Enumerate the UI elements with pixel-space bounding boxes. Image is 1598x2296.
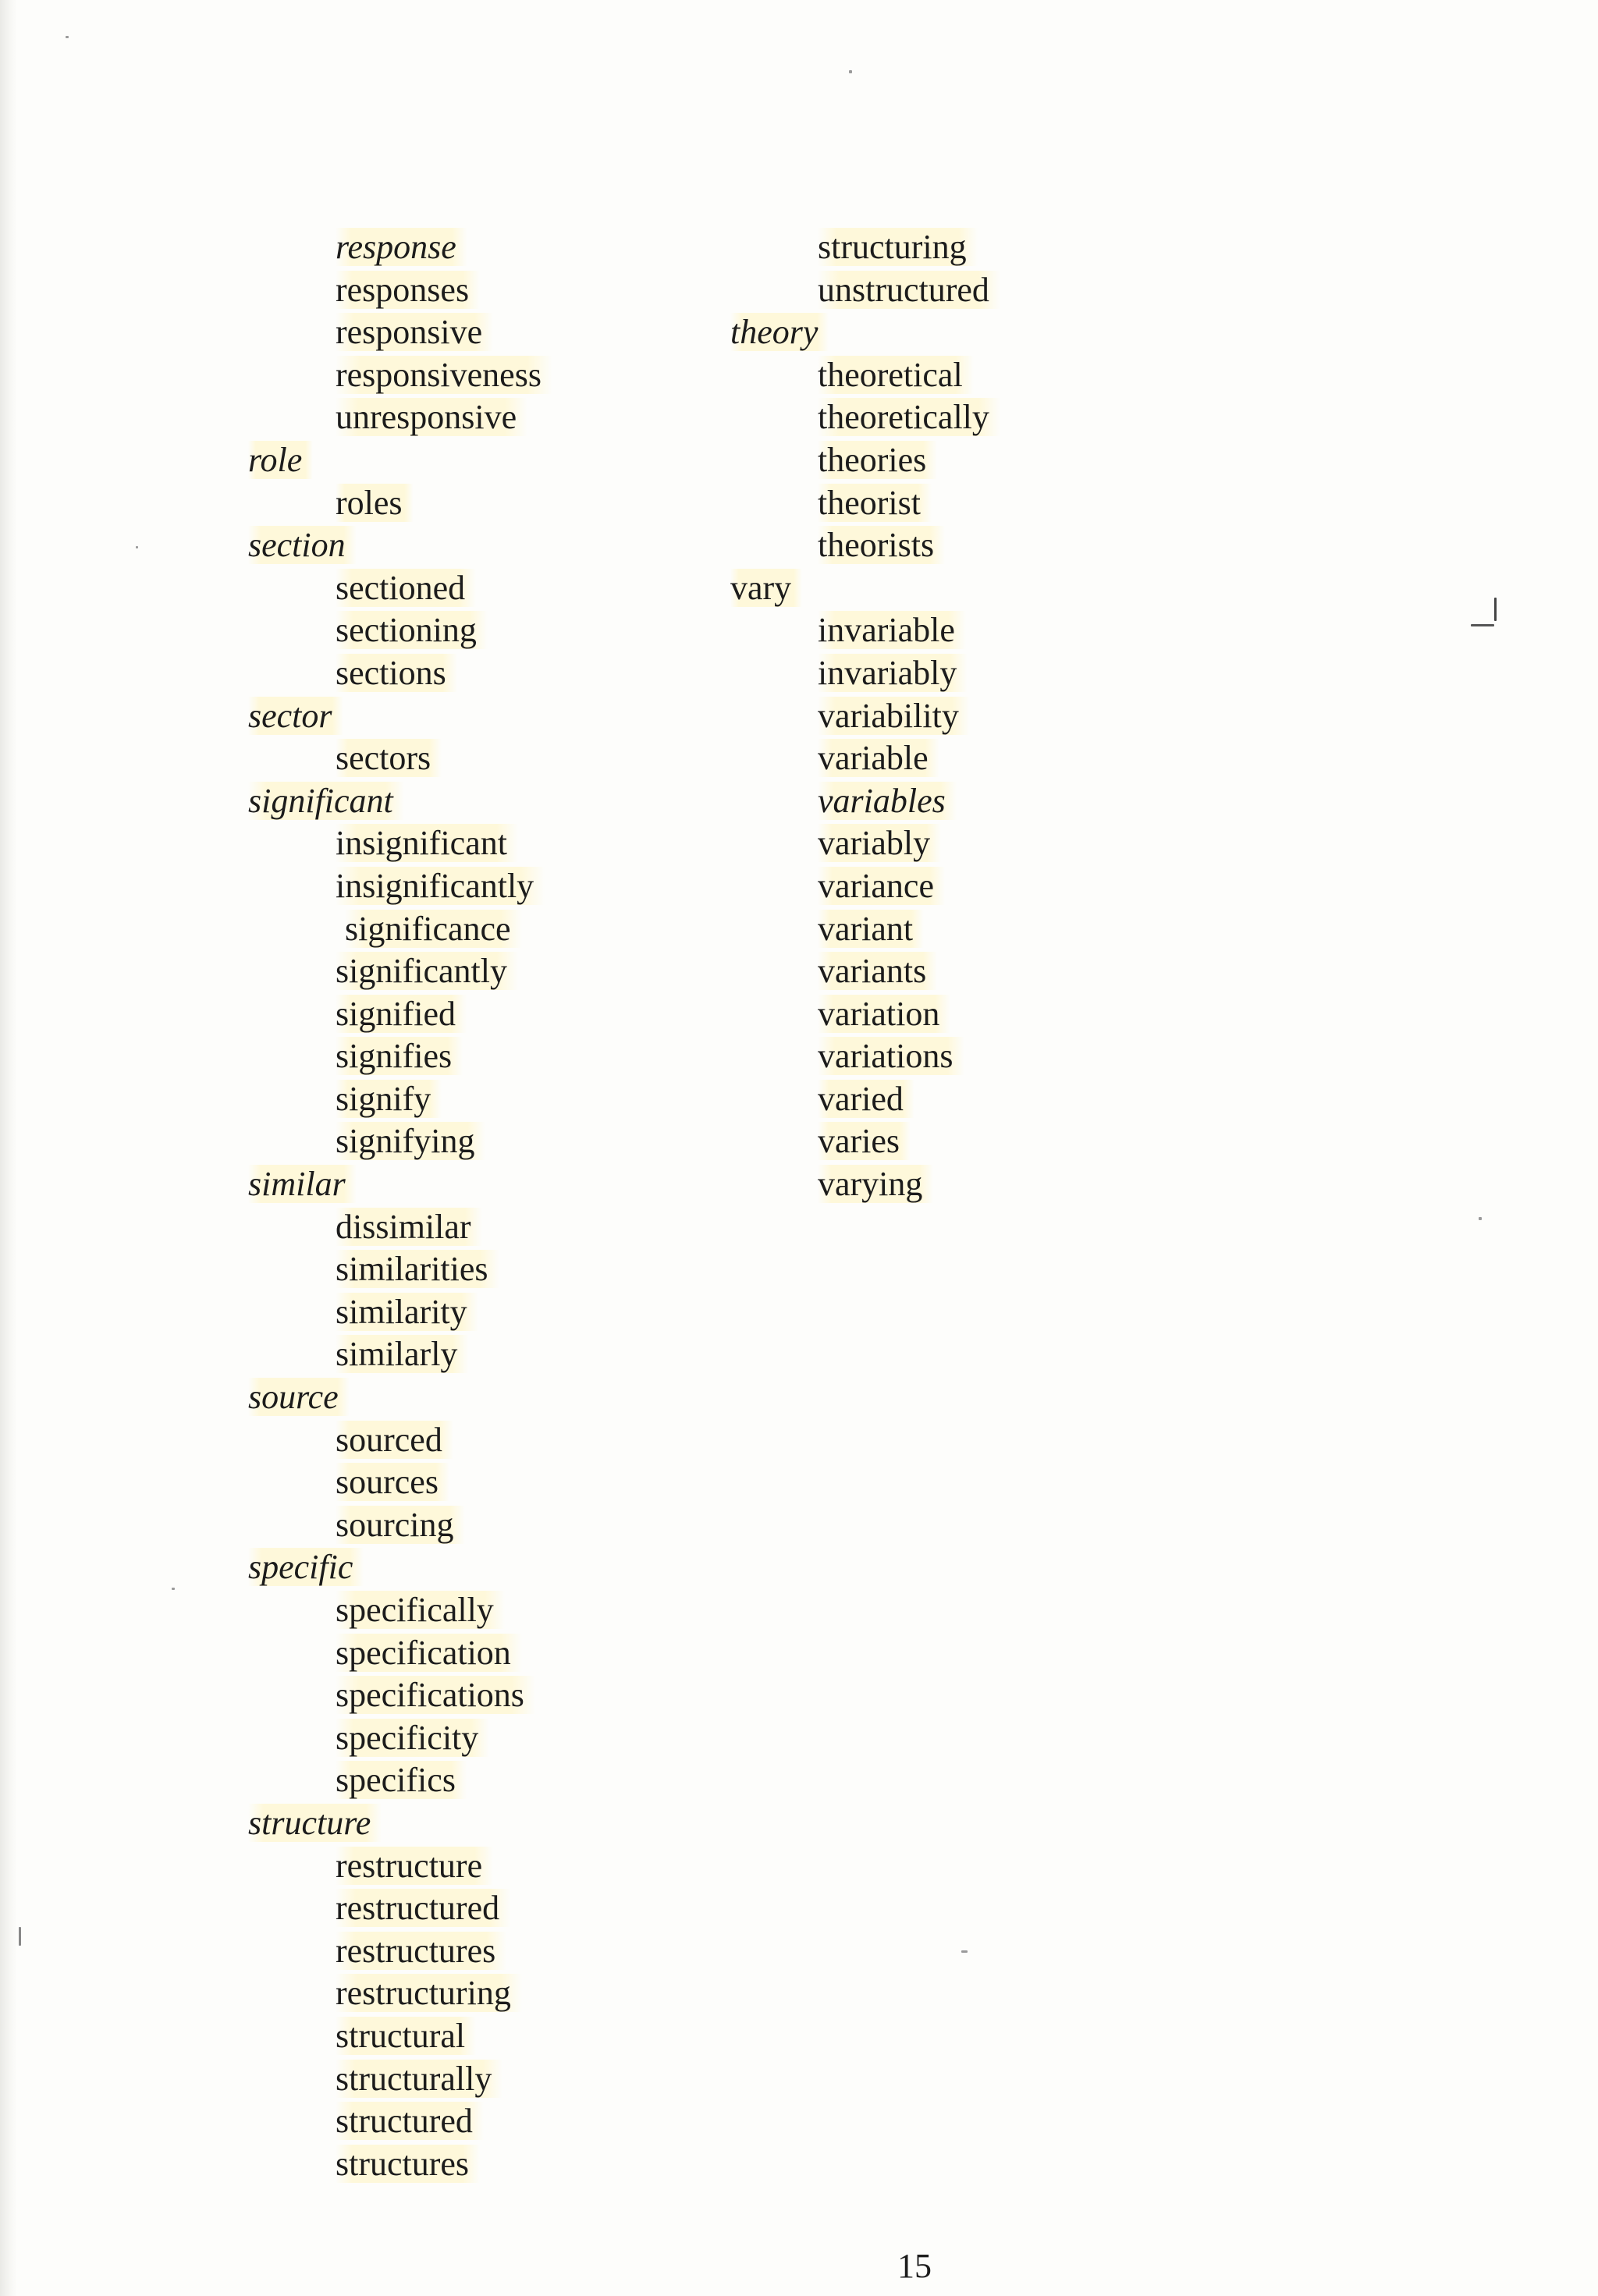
word-text: variations [818,1037,964,1075]
word-text: dissimilar [336,1208,482,1246]
word-text: variant [818,910,924,948]
word-form-item [248,652,552,695]
word-form-item [730,908,1000,951]
word-text: specifically [336,1591,505,1629]
word-text: structuring [818,228,978,266]
scan-speck [961,1950,968,1953]
word-form-item [730,226,1000,269]
word-text: responses [336,271,480,309]
word-form-item [248,1206,552,1249]
scan-speck [849,70,852,73]
word-text: specific [248,1548,364,1586]
word-text: specifications [336,1676,535,1714]
word-text: sectioning [336,611,488,649]
headword-item [248,524,552,567]
word-form-item [248,1419,552,1462]
word-form-item [730,439,1000,482]
word-text: similar [248,1165,357,1203]
word-form-item [730,822,1000,865]
headword-item [248,1163,552,1206]
word-text: structures [336,2145,480,2183]
word-text: responsive [336,313,493,351]
word-form-item [248,822,552,865]
word-text: structurally [336,2060,502,2098]
word-text: structure [248,1804,382,1842]
word-text: theorists [818,526,945,564]
word-form-item [248,1461,552,1504]
word-text: unresponsive [336,398,527,436]
word-text: variably [818,824,941,862]
word-text: similarly [336,1335,468,1373]
word-text: theoretical [818,356,974,394]
word-text: significantly [336,952,518,990]
word-form-item [248,609,552,652]
word-text: sectors [336,739,442,777]
word-form-item [248,1887,552,1930]
word-form-item [248,1759,552,1802]
word-form-item [248,2058,552,2101]
word-text: theoretically [818,398,1000,436]
word-text: restructures [336,1932,506,1970]
word-text: sourcing [336,1506,465,1544]
word-form-item [248,950,552,993]
word-text: sections [336,654,457,692]
word-text: varies [818,1122,911,1160]
word-form-item [248,1930,552,1973]
left-word-column [248,226,552,2185]
headword-item [248,695,552,738]
word-form-item [248,1120,552,1163]
word-text: insignificant [336,824,518,862]
word-text: variance [818,867,945,905]
word-text: invariably [818,654,968,692]
word-form-item [730,695,1000,738]
word-form-item [730,609,1000,652]
word-form-item [248,2015,552,2058]
word-text: specifics [336,1761,467,1799]
word-form-item [730,524,1000,567]
word-text: structural [336,2017,476,2055]
headword-item [248,780,552,823]
word-text: restructure [336,1847,493,1885]
word-form-item [730,482,1000,525]
word-text: variable [818,739,939,777]
word-form-item [248,1845,552,1888]
word-form-item [248,1291,552,1334]
scan-speck [172,1588,175,1590]
word-text: theorist [818,484,932,522]
word-form-item [248,482,552,525]
word-text: specification [336,1634,522,1672]
word-form-item [730,1163,1000,1206]
page-edge-shadow [0,0,17,2296]
scan-speck [19,1927,21,1946]
word-form-item [248,1589,552,1632]
word-form-item [248,1972,552,2015]
word-text: significant [248,782,404,820]
word-text: variation [818,995,950,1033]
word-form-item [248,1035,552,1078]
word-form-item [730,780,1000,823]
word-form-item [248,1717,552,1760]
headword-item [730,311,1000,354]
headword-item [730,567,1000,610]
word-text: variants [818,952,937,990]
scan-speck [136,546,138,548]
word-text: source [248,1378,350,1416]
word-form-item [248,396,552,439]
word-form-item [248,2143,552,2186]
word-text: variability [818,697,970,735]
word-form-item [730,950,1000,993]
word-form-item [248,908,552,951]
word-form-item [730,993,1000,1036]
word-text: unstructured [818,271,1000,309]
word-text: similarity [336,1293,478,1331]
word-form-item [248,354,552,397]
scan-speck [1479,1217,1482,1220]
word-form-item [248,1504,552,1547]
word-text: role [248,441,313,479]
word-text: roles [336,484,414,522]
word-form-item [730,1078,1000,1121]
word-form-item [248,226,552,269]
word-text: restructuring [336,1974,522,2012]
scan-speck [66,36,69,38]
word-form-item [248,2100,552,2143]
word-form-item [730,1120,1000,1163]
word-form-item [248,1078,552,1121]
word-form-item [730,1035,1000,1078]
word-text: signify [336,1080,442,1118]
word-text: responsiveness [336,356,552,394]
word-text: sources [336,1463,449,1501]
word-form-item [248,1333,552,1376]
word-text: varying [818,1165,933,1203]
scan-speck [1494,598,1497,621]
right-word-column [730,226,1000,1206]
word-text: variables [818,782,957,820]
word-text: varied [818,1080,914,1118]
headword-item [248,1802,552,1845]
word-text: vary [730,569,802,607]
word-text: restructured [336,1889,510,1927]
word-text: signified [336,995,467,1033]
headword-item [248,439,552,482]
word-form-item [730,865,1000,908]
word-text: section [248,526,357,564]
word-text: sectioned [336,569,476,607]
page-number: 15 [897,2247,932,2285]
word-text: theories [818,441,937,479]
word-form-item [248,311,552,354]
headword-item [248,1376,552,1419]
word-form-item [248,865,552,908]
word-text: similarities [336,1250,499,1288]
word-form-item [248,1632,552,1675]
word-form-item [248,567,552,610]
word-text: significance [345,910,522,948]
word-form-item [248,269,552,312]
word-text: insignificantly [336,867,545,905]
word-text: sourced [336,1421,453,1459]
word-form-item [248,1248,552,1291]
word-text: specificity [336,1719,489,1757]
word-text: signifies [336,1037,463,1075]
word-text: invariable [818,611,966,649]
word-form-item [248,1674,552,1717]
word-form-item [248,737,552,780]
word-text: response [336,228,467,266]
word-form-item [730,354,1000,397]
word-form-item [248,993,552,1036]
word-form-item [730,737,1000,780]
word-text: structured [336,2102,484,2140]
word-text: signifying [336,1122,485,1160]
word-text: sector [248,697,343,735]
word-text: theory [730,313,829,351]
headword-item [248,1546,552,1589]
scan-speck [1471,624,1494,626]
word-form-item [730,396,1000,439]
word-form-item [730,652,1000,695]
word-form-item [730,269,1000,312]
